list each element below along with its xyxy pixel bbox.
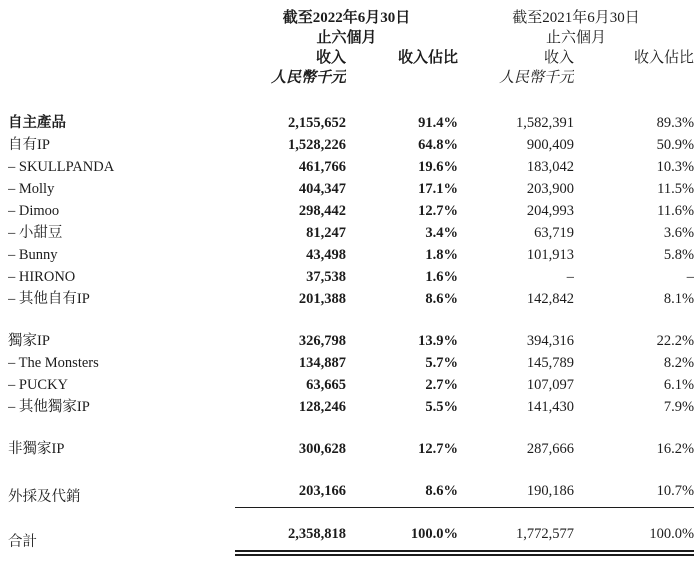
share-2021: 22.2%: [656, 333, 695, 349]
period-header-row-2: [8, 28, 694, 48]
header-spacer: [8, 88, 694, 112]
share-2022: 13.9%: [418, 333, 459, 349]
share-2021: 89.3%: [656, 115, 695, 131]
revenue-2021: 141,430: [526, 399, 575, 415]
share-2022: 12.7%: [418, 203, 459, 219]
share-2022: 19.6%: [418, 159, 459, 175]
column-header-row: [8, 48, 694, 68]
share-2021: 100.0%: [574, 523, 694, 553]
row-label: – SKULLPANDA: [8, 159, 115, 175]
share-2022: 2.7%: [425, 377, 459, 393]
share-2021: 6.1%: [663, 377, 695, 393]
revenue-2021: 63,719: [534, 225, 575, 241]
table-row-molly: [8, 178, 694, 200]
share-2021: 8.1%: [663, 291, 695, 307]
period-2021-line1: 截至2021年6月30日: [512, 10, 640, 26]
group-gap: [8, 418, 694, 438]
revenue-2022: 201,388: [298, 291, 346, 307]
revenue-2021: 287,666: [526, 441, 575, 457]
table-row-own-ip: [8, 134, 694, 156]
revenue-2022: 43,498: [306, 247, 346, 263]
share-2021: –: [686, 269, 695, 285]
table-row-skullpanda: [8, 156, 694, 178]
revenue-2021: 183,042: [526, 159, 575, 175]
revenue-2022: 81,247: [306, 225, 346, 241]
share-2022: 8.6%: [425, 291, 459, 307]
row-label: – Molly: [8, 181, 55, 197]
revenue-2021: 142,842: [526, 291, 575, 307]
table-row-non-exclusive-ip: [8, 438, 694, 460]
share-2022: 5.5%: [425, 399, 459, 415]
col-header-share-2021: 收入佔比: [634, 50, 695, 66]
group-gap: [8, 508, 694, 524]
table-row-proprietary-products: [8, 112, 694, 134]
share-2021: 3.6%: [663, 225, 695, 241]
table-row-bunny: [8, 244, 694, 266]
table-row-pucky: [8, 374, 694, 396]
row-label: – 其他自有IP: [8, 291, 90, 307]
revenue-2021: 1,772,577: [458, 523, 574, 553]
share-2021: 16.2%: [656, 441, 695, 457]
share-2022: 8.6%: [346, 480, 458, 508]
period-2022-line2: 止六個月: [316, 30, 377, 46]
unit-label-2022: 人民幣千元: [270, 70, 346, 86]
row-label: 非獨家IP: [8, 441, 65, 457]
col-header-share-2022: 收入佔比: [398, 50, 459, 66]
row-label: 合計: [8, 534, 37, 550]
revenue-2022: 298,442: [298, 203, 346, 219]
share-2021: 10.3%: [656, 159, 695, 175]
share-2022: 3.4%: [425, 225, 459, 241]
share-2021: 10.7%: [574, 480, 694, 508]
share-2022: 100.0%: [346, 523, 458, 553]
group-gap: [8, 310, 694, 330]
revenue-2021: 145,789: [526, 355, 575, 371]
revenue-2021: 1,582,391: [516, 115, 575, 131]
share-2022: 64.8%: [418, 137, 459, 153]
table-row-other-exclusive-ip: [8, 396, 694, 418]
revenue-table: [8, 8, 694, 556]
revenue-2022: 203,166: [235, 480, 346, 508]
period-2021-line2: 止六個月: [546, 30, 607, 46]
table-row-purchased-and-consignment: [8, 480, 694, 508]
revenue-2022: 63,665: [306, 377, 346, 393]
table-row-total: [8, 523, 694, 553]
period-2022-line1: 截至2022年6月30日: [282, 10, 411, 26]
share-2022: 17.1%: [418, 181, 459, 197]
table-row-dimoo: [8, 200, 694, 222]
share-2021: 50.9%: [656, 137, 695, 153]
revenue-2022: 326,798: [298, 333, 346, 349]
row-label: 自有IP: [8, 137, 50, 153]
row-label: – PUCKY: [8, 377, 69, 393]
revenue-2022: 2,155,652: [288, 115, 346, 131]
share-2022: 1.8%: [425, 247, 459, 263]
row-label: – 小甜豆: [8, 225, 63, 241]
row-label: – Dimoo: [8, 203, 60, 219]
unit-header-row: [8, 68, 694, 88]
revenue-2022: 461,766: [298, 159, 346, 175]
table-row-the-monsters: [8, 352, 694, 374]
row-label: – Bunny: [8, 247, 58, 263]
row-label: 自主產品: [8, 115, 66, 131]
col-header-revenue-2021: 收入: [544, 50, 575, 66]
row-label: 獨家IP: [8, 333, 50, 349]
share-2021: 5.8%: [663, 247, 695, 263]
share-2022: 12.7%: [418, 441, 459, 457]
table-row-hirono: [8, 266, 694, 288]
revenue-2021: 190,186: [458, 480, 574, 508]
table-row-other-own-ip: [8, 288, 694, 310]
revenue-2022: 300,628: [298, 441, 346, 457]
row-label: 外採及代銷: [8, 488, 81, 505]
revenue-2021: 204,993: [526, 203, 575, 219]
share-2021: 11.5%: [657, 181, 695, 197]
group-gap: [8, 460, 694, 480]
revenue-2022: 128,246: [298, 399, 346, 415]
revenue-2021: 203,900: [526, 181, 575, 197]
share-2021: 7.9%: [663, 399, 695, 415]
share-2022: 91.4%: [418, 115, 459, 131]
unit-label-2021: 人民幣千元: [499, 70, 575, 86]
revenue-2021: 107,097: [526, 377, 575, 393]
revenue-2022: 404,347: [298, 181, 346, 197]
revenue-2021: 900,409: [526, 137, 575, 153]
share-2021: 11.6%: [657, 203, 695, 219]
share-2022: 1.6%: [425, 269, 459, 285]
revenue-2021: 101,913: [526, 247, 575, 263]
row-label: – HIRONO: [8, 269, 76, 285]
row-label: – The Monsters: [8, 355, 99, 371]
revenue-2022: 134,887: [298, 355, 346, 371]
table-row-xiaotiandou: [8, 222, 694, 244]
table-row-exclusive-ip: [8, 330, 694, 352]
period-header-row-1: [8, 8, 694, 28]
col-header-revenue-2022: 收入: [315, 50, 346, 66]
share-2021: 8.2%: [663, 355, 695, 371]
row-label: – 其他獨家IP: [8, 399, 90, 415]
revenue-2022: 2,358,818: [235, 523, 346, 553]
share-2022: 5.7%: [425, 355, 459, 371]
revenue-2021: –: [566, 269, 575, 285]
revenue-2022: 1,528,226: [288, 137, 346, 153]
revenue-2021: 394,316: [526, 333, 575, 349]
revenue-2022: 37,538: [306, 269, 346, 285]
